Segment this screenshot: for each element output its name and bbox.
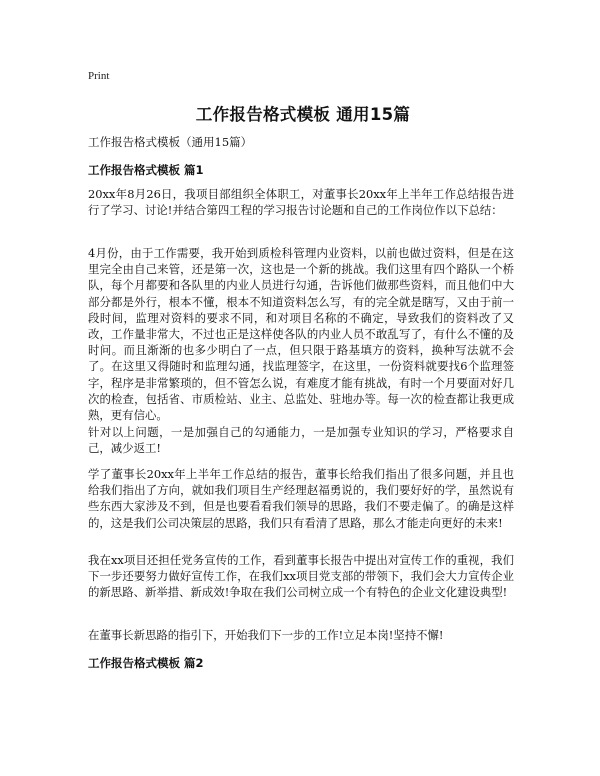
paragraph-1: 20xx年8月26日，我项目部组织全体职工，对董事长20xx年上半年工作总结报告进行了学习、讨论!并结合第四工程的学习报告讨论题和自己的工作岗位作以下总结： bbox=[88, 187, 514, 218]
paragraph-6: 在董事长新思路的指引下，开始我们下一步的工作!立足本岗!坚持不懈! bbox=[88, 628, 444, 642]
section-heading-1: 工作报告格式模板 篇1 bbox=[88, 163, 204, 177]
paragraph-4: 学了董事长20xx年上半年工作总结的报告，董事长给我们指出了很多问题，并且也给我们指出了方向，就如我们项目生产经理赵福勇说的，我们要好好的学，虽然说有些东西大家涉及不到，但是也要看看我们领导的思路，我们不要走偏了。的确是这样的，这是我们公司决策层的思路，我们只有看清了思路，那么才能走向更好的未来! bbox=[88, 467, 514, 530]
paragraph-3: 针对以上问题，一是加强自己的勾通能力，一是加强专业知识的学习，严格要求自己，减少返工! bbox=[88, 425, 514, 456]
section-heading-2: 工作报告格式模板 篇2 bbox=[88, 656, 204, 670]
document-title: 工作报告格式模板 通用15篇 bbox=[195, 105, 411, 124]
print-label: Print bbox=[88, 70, 110, 82]
paragraph-2: 4月份，由于工作需要，我开始到质检科管理内业资料，以前也做过资料，但是在这里完全由自己来管，还是第一次，这也是一个新的挑战。我们这里有四个路队一个桥队，每个月都要和各队里的内业人员进行勾通，告诉他们做那些资料，而且他们中大部分都是外行，根本不懂，根本不知道资料怎么写，有的完全就是瞎写，又由于前一段时间，监理对资料的要求不同，和对项目名称的不确定，导致我们的资料改了又改，工作量非常大，不过也正是这样使各队的内业人员不敢乱写了，有什么不懂的及时问。而且渐渐的也多少明白了一点，但只限于路基填方的资料，换种写法就不会了。在这里又得随时和监理勾通，找监理签字，在这里，一份资料就要找6个监理签字，程序是非常繁琐的，但不管怎么说，有难度才能有挑战，有时一个月要面对好几次的检查，包括省、市质检站、业主、总监处、驻地办等。每一次的检查都让我更成熟，更有信心。 bbox=[88, 246, 514, 423]
paragraph-5: 我在xx项目还担任党务宣传的工作，看到董事长报告中提出对宣传工作的重视，我们下一步还要努力做好宣传工作，在我们xx项目党支部的带领下，我们会大力宣传企业的新思路、新举措、新成效!争取在我们公司树立成一个有特色的企业文化建设典型! bbox=[88, 553, 514, 600]
document-subtitle: 工作报告格式模板（通用15篇） bbox=[88, 135, 253, 149]
